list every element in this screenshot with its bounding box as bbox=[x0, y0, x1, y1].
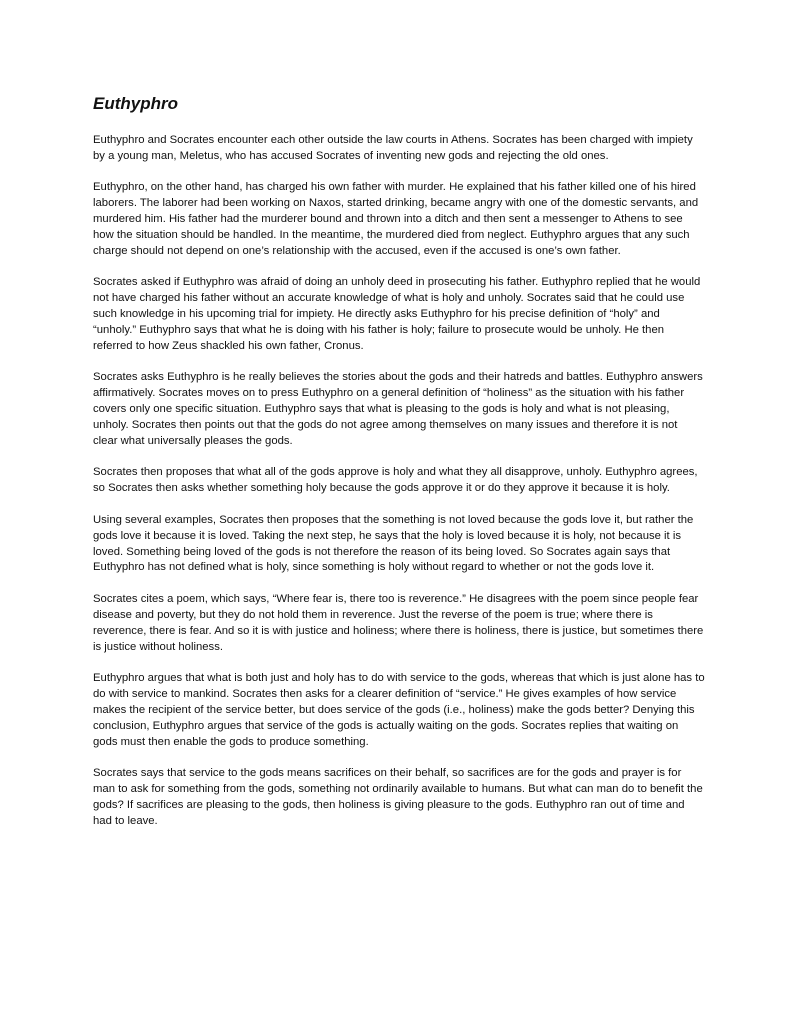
document-title: Euthyphro bbox=[93, 94, 178, 113]
paragraph-5: Socrates then proposes that what all of the gods approve is holy and what they all disapprove, unholy. Euthyphro agrees, so Socrates then asks whether something holy because the gods approve it or do they approve it because it is holy. bbox=[93, 466, 698, 495]
paragraph-2: Euthyphro, on the other hand, has charged his own father with murder. He explained that his father killed one of his hired laborers. The laborer had been working on Naxos, started drinking, became angry with one of the domestic servants, and murdered him. His father had the murderer bound and thrown into a ditch and then sent a messenger to Athens to see how the situation should be handled. In the meantime, the murdered died from neglect. Euthyphro argues that any such charge should not depend on one’s relationship with the accused, even if the accused is one’s own father. bbox=[93, 181, 699, 257]
paragraph-8: Euthyphro argues that what is both just and holy has to do with service to the gods, whereas that which is just alone has to do with service to mankind. Socrates then asks for a clearer definition of “service.” He gives examples of how service makes the recipient of the service better, but does service of the gods (i.e., holiness) make the gods better? Denying this conclusion, Euthyphro argues that service of the gods is actually waiting on the gods. Socrates replies that waiting on gods must then enable the gods to produce something. bbox=[93, 671, 705, 748]
paragraph-9: Socrates says that service to the gods means sacrifices on their behalf, so sacrifices are for the gods and prayer is for man to ask for something from the gods, something not ordinarily available to humans. But what can man do to benefit the gods? If sacrifices are pleasing to the gods, then holiness is giving pleasure to the gods. Euthyphro ran out of time and had to leave. bbox=[93, 767, 703, 827]
paragraph-6: Using several examples, Socrates then proposes that the something is not loved because the gods love it, but rather the gods love it because it is loved. Taking the next step, he says that the holy is loved because it is holy, not because it is loved. Something being loved of the gods is not therefore the reason of its being loved. So Socrates again says that Euthyphro has not defined what is holy, since something is holy without regard to whether or not the gods love it. bbox=[93, 513, 694, 574]
paragraph-4: Socrates asks Euthyphro is he really believes the stories about the gods and their hatreds and battles. Euthyphro answers affirmatively. Socrates moves on to press Euthyphro on a general definition of “holiness” as the situation with his father covers only one specific situation. Euthyphro says that what is pleasing to the gods is holy and what is not pleasing, unholy. Socrates then points out that the gods do not agree among themselves on many issues and therefore it is not clear what universally pleases the gods. bbox=[93, 371, 703, 447]
paragraph-7: Socrates cites a poem, which says, “Where fear is, there too is reverence.” He disagrees with the poem since people fear disease and poverty, but they do not hold them in reverence. Just the reverse of the poem is true; where there is reverence, there is fear. And so it is with justice and holiness; where there is holiness, there is justice, but sometimes there is justice without holiness. bbox=[93, 592, 704, 653]
paragraph-3: Socrates asked if Euthyphro was afraid of doing an unholy deed in prosecuting his father. Euthyphro replied that he would not have charged his father without an accurate knowledge of what is holy and unholy. Socrates said that he could use such knowledge in his upcoming trial for impiety. He directly asks Euthyphro for his precise definition of “holy” and “unholy.” Euthyphro says that what he is doing with his father is holy; failure to prosecute would be unholy. He then referred to how Zeus shackled his own father, Cronus. bbox=[93, 276, 701, 352]
paragraph-1: Euthyphro and Socrates encounter each other outside the law courts in Athens. Socrates has been charged with impiety by a young man, Meletus, who has accused Socrates of inventing new gods and rejecting the old ones. bbox=[93, 134, 693, 162]
document-page bbox=[93, 90, 705, 845]
